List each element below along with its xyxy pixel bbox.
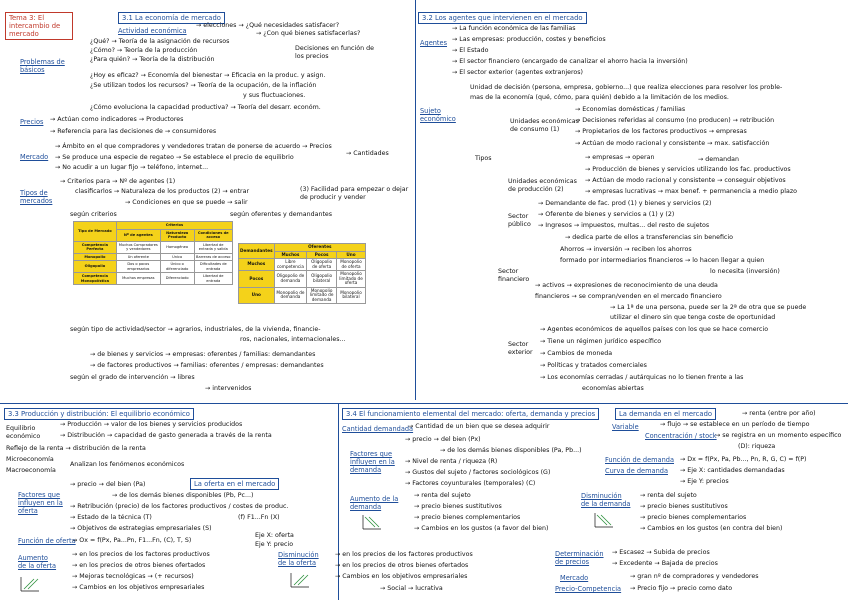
mc-line-1: → gran nº de compradores y vendedores xyxy=(630,573,759,580)
table1-cell: Dificultades de entrada xyxy=(194,261,232,273)
aum-line-4: → Cambios en los objetivos empresariales xyxy=(72,584,205,591)
agentes-line-4: → El sector financiero (encargado de canalizar el ahorro hacia la inversión) xyxy=(452,58,688,65)
tema-title: Tema 3: El intercambio de mercado xyxy=(9,14,61,38)
mercado-line-1b: → Cantidades xyxy=(346,150,389,157)
table1-corner: Tipo de Mercado xyxy=(74,222,117,242)
demanda-mercado-title: La demanda en el mercado xyxy=(619,410,713,418)
sf-line-5b: utilizar el dinero sin que tenga coste de oportunidad xyxy=(610,314,776,321)
actividad-line-1: → elecciones → ¿Qué necesidades satisfacer? xyxy=(196,22,340,29)
mercado-line-3: → No acudir a un lugar fijo → teléfono, internet... xyxy=(55,164,209,171)
eq-line-2: → Distribución → capacidad de gasto generada a través de la renta xyxy=(60,432,272,439)
sp-line-3: → Ingresos → impuestos, multas... del resto de sujetos xyxy=(538,222,710,229)
disminucion-demanda-label: Disminución de la demanda xyxy=(581,492,631,508)
uc-line-2: → Decisiones referidas al consumo (no producen) → retribución xyxy=(575,117,775,124)
problemas-basicos-label: Problemas de básicos xyxy=(20,58,65,74)
mercado-line-2: → Se produce una especie de regateo → Se establece el precio de equilibrio xyxy=(55,154,294,161)
ad-line-2: → precio bienes sustitutivos xyxy=(414,503,502,510)
tipos-segun-criterios: según criterios xyxy=(70,211,117,218)
table2-cell: Monopolio de oferta xyxy=(337,259,366,271)
se-line-5: → Los economías cerradas / autárquicas no lo tienen frente a las xyxy=(540,374,744,381)
precios-label: Precios xyxy=(20,118,44,126)
up-line-2: → Producción de bienes y servicios utilizando los fac. productivos xyxy=(585,166,791,173)
table1-header: Naturaleza Producto xyxy=(160,229,194,241)
uc-line-4: → Actúan de modo racional y consistente → max. satisfacción xyxy=(575,140,770,147)
table1-cell: Único xyxy=(160,253,194,261)
funcion-demanda-label: Función de demanda xyxy=(605,456,675,464)
of-line-3: → Retribución (precio) de los factores productivos / costes de produc. xyxy=(70,503,289,510)
aumento-demanda-label: Aumento de la demanda xyxy=(350,495,399,511)
up-line-1b: → demandan xyxy=(698,156,739,163)
sf-line-3: → activos → expresiones de reconocimiento de una deuda xyxy=(535,282,718,289)
dd-line-2: → precio bienes sustitutivos xyxy=(640,503,728,510)
curva-demanda-label: Curva de demanda xyxy=(605,467,668,475)
table2-row-header: Pocos xyxy=(239,271,275,288)
sf-line-5: → La 1ª de una persona, puede ser la 2ª de otra que se puede xyxy=(610,304,807,311)
sector-publico-label: Sector público xyxy=(508,213,531,228)
curva-eje-y: → Eje Y: precios xyxy=(680,478,729,485)
fi-line-2: → de los demás bienes disponibles (Pa, Pb...) xyxy=(440,447,582,454)
cantidad-demandada-label: Cantidad demandada xyxy=(342,425,414,433)
table1-cell: Diferenciado xyxy=(160,273,194,285)
factores-demanda-label: Factores que influyen en la demanda xyxy=(350,450,395,474)
up-line-3: → Actúan de modo racional y consistente → conseguir objetivos xyxy=(585,177,786,184)
reflejo-renta: Reflejo de la renta → distribución de la renta xyxy=(6,445,146,452)
cd-line-1: → Cantidad de un bien que se desea adquirir xyxy=(408,423,550,430)
aumento-demanda-graph-icon xyxy=(362,514,382,530)
det-line-2: → Excedente → Bajada de precios xyxy=(612,560,718,567)
dis-of-line-3: → Cambios en los objetivos empresariales xyxy=(335,573,468,580)
table2-cell: Libre competencia xyxy=(274,259,307,271)
stock-line-2: (D): riqueza xyxy=(738,443,776,450)
aumento-oferta-label: Aumento de la oferta xyxy=(18,554,57,570)
equilibrio-label: Equilibrio económico xyxy=(6,425,41,440)
table1-row-header: Competencia Perfecta xyxy=(74,241,117,253)
of-line-4: → Estado de la técnica (T) xyxy=(70,514,152,521)
bienes-servicios-line: → de bienes y servicios → empresas: oferentes / familias: demandantes xyxy=(90,351,316,358)
tipos-facilidad-note: (3) Facilidad para empezar o dejar de producir y vender xyxy=(300,186,409,201)
segun-actividad-cont: ros, nacionales, internacionales... xyxy=(240,336,346,343)
dd-line-3: → precio bienes complementarios xyxy=(640,514,747,521)
dis-of-line-4: → Social → lucrativa xyxy=(380,585,443,592)
sp-line-2: → Oferente de bienes y servicios a (1) y (2) xyxy=(538,211,675,218)
demanda-mercado-box xyxy=(615,408,716,420)
dis-of-line-1: → en los precios de los factores productivos xyxy=(335,551,473,558)
mercado-bottom-label: Mercado xyxy=(560,574,589,582)
dd-line-4: → Cambios en los gustos (en contra del bien) xyxy=(640,525,783,532)
question-evolucion: ¿Cómo evoluciona la capacidad productiva? → Teoría del desarr. económ. xyxy=(90,104,321,111)
micro-macro-note: Analizan los fenómenos económicos xyxy=(70,461,185,468)
table1-row-header: Competencia Monopolística xyxy=(74,273,117,285)
actividad-line-2: → ¿Con qué bienes satisfacerlas? xyxy=(256,30,361,37)
produccion-title: 3.3 Producción y distribución: El equilibrio económico xyxy=(8,410,190,418)
agentes-line-5: → El sector exterior (agentes extranjeros) xyxy=(452,69,584,76)
eq-line-1: → Producción → valor de los bienes y servicios producidos xyxy=(60,421,243,428)
table2-corner: Demandantes xyxy=(239,244,275,259)
bottom-vertical-divider xyxy=(338,403,339,600)
aum-line-3: → Mejoras tecnológicas → (+ recursos) xyxy=(72,573,194,580)
curva-eje-x: → Eje X: cantidades demandadas xyxy=(680,467,785,474)
table2-cell: Monopolio limitado de oferta xyxy=(337,271,366,288)
disminucion-oferta-graph-icon xyxy=(290,572,310,588)
mc-line-2: → Precio fijo → precio como dato xyxy=(630,585,733,592)
funcion-demanda-eq: → Dx = f(Px, Pa, Pb..., Pn, R, G, C) = f(P) xyxy=(680,456,807,463)
agentes-line-2: → Las empresas: producción, costes y beneficios xyxy=(452,36,606,43)
funcion-oferta-eje-x: Eje X: oferta xyxy=(255,532,294,539)
precios-line-1: → Actúan como indicadores → Productores xyxy=(50,116,184,123)
agentes-box xyxy=(418,12,587,24)
table1-cell: Barreras de acceso xyxy=(196,254,231,259)
agentes-line-3: → El Estado xyxy=(452,47,489,54)
intervenidos-line: → intervenidos xyxy=(205,385,252,392)
funcion-oferta-label: Función de oferta xyxy=(18,537,76,545)
dm-renta-note: → renta (entre por año) xyxy=(742,410,816,417)
table2-cell: Monopolio bilateral xyxy=(337,287,366,304)
sector-exterior-label: Sector exterior xyxy=(508,341,533,356)
funcionamiento-title: 3.4 El funcionamiento elemental del mercado: oferta, demanda y precios xyxy=(346,410,596,418)
question-recursos-cont: y sus fluctuaciones. xyxy=(243,92,306,99)
sf-line-4: financieros → se compran/venden en el mercado financiero xyxy=(535,293,722,300)
table1-cell: Un oferente xyxy=(116,253,160,261)
sujeto-economico-label: Sujeto económico xyxy=(420,107,456,123)
unidades-produccion-label: Unidades económicas de producción (2) xyxy=(508,178,577,193)
agentes-line-1: → La función económica de las familias xyxy=(452,25,576,32)
table1-row-header: Oligopolio xyxy=(74,261,117,273)
tipos-mercados-label: Tipos de mercados xyxy=(20,189,53,205)
economia-mercado-title: 3.1 La economía de mercado xyxy=(122,14,221,22)
se-line-1: → Agentes económicos de aquellos países con los que se hace comercio xyxy=(540,326,769,333)
se-line-5b: economías abiertas xyxy=(582,385,644,392)
precios-line-2: → Referencia para las decisiones de → consumidores xyxy=(50,128,217,135)
funcion-oferta-eje-y: Eje Y: precio xyxy=(255,541,294,548)
vertical-divider xyxy=(415,0,416,400)
table1-cell: Homogéneo xyxy=(160,241,194,253)
se-line-2: → Tiene un régimen jurídico específico xyxy=(540,338,662,345)
dd-line-1: → renta del sujeto xyxy=(640,492,697,499)
table1-header: Nº de agentes xyxy=(116,229,160,241)
agentes-label: Agentes xyxy=(420,39,448,47)
sf-line-2: formado por intermediarios financieros → lo hacen llegar a quien xyxy=(560,257,765,264)
tipos-label: Tipos xyxy=(475,155,492,162)
of-line-5: → Objetivos de estrategias empresariales (S) xyxy=(70,525,212,532)
funcionamiento-box xyxy=(342,408,599,420)
segun-actividad-line: según tipo de actividad/sector → agrarios, industriales, de la vivienda, financie- xyxy=(70,326,321,333)
det-line-1: → Escasez → Subida de precios xyxy=(612,549,710,556)
oferta-mercado-title: La oferta en el mercado xyxy=(194,480,276,488)
actividad-economica-label: Actividad económica xyxy=(118,27,187,35)
table2-cell: Monopolio de demanda xyxy=(274,287,307,304)
sf-line-2b: lo necesita (inversión) xyxy=(710,268,780,275)
fi-line-4: → Gustos del sujeto / factores sociológicos (G) xyxy=(405,469,551,476)
table1-cell: Muchos empresas xyxy=(116,273,160,285)
aumento-oferta-graph-icon xyxy=(20,576,40,592)
table2-group-header: Oferentes xyxy=(274,244,365,252)
variable-label: Variable xyxy=(612,423,639,431)
aum-line-1: → en los precios de los factores productivos xyxy=(72,551,210,558)
determinacion-precios-label: Determinación de precios xyxy=(555,550,604,566)
table2-row-header: Uno xyxy=(239,287,275,304)
dis-of-line-2: → en los precios de otros bienes ofertados xyxy=(335,562,469,569)
table2-col-header: Muchos xyxy=(274,251,307,259)
table1-row-header: Monopolio xyxy=(74,253,117,261)
funcion-oferta-eq: → Ox = f(Px, Pa...Pn, F1...Fn, (C), T, S) xyxy=(72,537,192,544)
table2-col-header: Pocos xyxy=(307,251,337,259)
fi-line-1: → precio → del bien (Px) xyxy=(405,436,481,443)
up-line-1: → empresas → operan xyxy=(585,154,655,161)
sp-line-4: → dedica parte de ellos a transferencias sin beneficio xyxy=(565,234,733,241)
table2-cell: Oligopolio bilateral xyxy=(307,271,337,288)
sujeto-definition: Unidad de decisión (persona, empresa, gobierno...) que realiza elecciones para resolver los proble- xyxy=(470,84,783,91)
factores-oferta-label: Factores que influyen en la oferta xyxy=(18,491,63,515)
question-para-quien: ¿Para quién? → Teoría de la distribución xyxy=(90,56,215,63)
table2-cell: Oligopolio de oferta xyxy=(307,259,337,271)
ad-line-3: → precio bienes complementarios xyxy=(414,514,521,521)
stock-line-1: → se registra en un momento específico xyxy=(715,432,842,439)
macro-label: Macroeconomía xyxy=(6,467,56,474)
question-recursos: ¿Se utilizan todos los recursos? → Teoría de la ocupación, de la inflación xyxy=(90,82,317,89)
agentes-title: 3.2 Los agentes que intervienen en el mercado xyxy=(422,14,583,22)
micro-label: Microeconomía xyxy=(6,456,54,463)
up-line-4: → empresas lucrativas → max benef. + permanencia a medio plazo xyxy=(585,188,798,195)
horizontal-divider xyxy=(0,403,848,404)
se-line-3: → Cambios de moneda xyxy=(540,350,613,357)
decisiones-precios-note: Decisiones en función de los precios xyxy=(295,45,374,60)
criterios-table xyxy=(73,221,233,285)
table1-cell: Muchos Compradores y vendedores xyxy=(116,241,160,253)
se-line-4: → Políticas y tratados comerciales xyxy=(540,362,647,369)
oferentes-demandantes-table xyxy=(238,243,366,304)
sf-line-1: Ahorros → inversión → reciben los ahorros xyxy=(560,246,692,253)
table1-cell: Único o diferenciado xyxy=(160,261,194,273)
table1-cell: Libertad de entrada y salida xyxy=(194,241,232,253)
ad-line-4: → Cambios en los gustos (a favor del bien) xyxy=(414,525,549,532)
table2-cell: Monopolio limitado de demanda xyxy=(307,287,337,304)
of-side-note: (f) F1...Fn (X) xyxy=(238,514,280,521)
sp-line-1: → Demandante de fac. prod (1) y bienes y servicios (2) xyxy=(538,200,712,207)
sector-financiero-label: Sector financiero xyxy=(498,268,530,283)
table1-group-header: Criterios xyxy=(116,222,232,230)
concentracion-stock-label: Concentración / stock xyxy=(645,432,717,440)
grado-intervencion-line: según el grado de intervención → libres xyxy=(70,374,195,381)
tipos-line-2: clasificarlos → Naturaleza de los productos (2) → entrar xyxy=(75,188,250,195)
tema-title-box xyxy=(5,12,73,40)
tipos-line-3: → Condiciones en que se puede → salir xyxy=(125,199,248,206)
table2-cell: Oligopolio de demanda xyxy=(274,271,307,288)
table2-row-header: Muchos xyxy=(239,259,275,271)
oferta-mercado-box xyxy=(190,478,279,490)
fi-line-3: → Nivel de renta / riqueza (R) xyxy=(405,458,498,465)
table2-col-header: Uno xyxy=(337,251,366,259)
table1-header: Condiciones de acceso xyxy=(194,229,232,241)
of-line-2: → de los demás bienes disponibles (Pb, Pc...) xyxy=(112,492,254,499)
uc-line-3: → Propietarios de los factores productivos → empresas xyxy=(575,128,747,135)
question-como: ¿Cómo? → Teoría de la producción xyxy=(90,47,198,54)
precio-competencia-label: Precio-Competencia xyxy=(555,585,622,593)
fi-line-5: → Factores coyunturales (temporales) (C) xyxy=(405,480,536,487)
of-line-1: → precio → del bien (Pa) xyxy=(70,481,146,488)
question-eficaz: ¿Hoy es eficaz? → Economía del bienestar → Eficacia en la produc. y asign. xyxy=(90,72,326,79)
tipos-line-1: → Criterios para → Nº de agentes (1) xyxy=(60,178,176,185)
produccion-box xyxy=(4,408,194,420)
sujeto-definition-cont: mas de la economía (qué, cómo, para quién) debido a la limitación de los medios. xyxy=(470,94,729,101)
mercado-line-1: → Ámbito en el que compradores y vendedores tratan de ponerse de acuerdo → Precios xyxy=(55,143,332,150)
tipos-segun-oferentes: según oferentes y demandantes xyxy=(230,211,333,218)
factores-productivos-line: → de factores productivos → familias: oferentes / empresas: demandantes xyxy=(90,362,324,369)
question-que: ¿Qué? → Teoría de la asignación de recursos xyxy=(90,38,230,45)
uc-line-1: → Economías domésticas / familias xyxy=(575,106,686,113)
flujo-line: → flujo → se establece en un período de tiempo xyxy=(660,421,810,428)
table1-cell: Libertad de entrada xyxy=(194,273,232,285)
table1-cell: Dos o pocos empresarios xyxy=(116,261,160,273)
disminucion-oferta-label: Disminución de la oferta xyxy=(278,551,319,567)
ad-line-1: → renta del sujeto xyxy=(414,492,471,499)
aum-line-2: → en los precios de otros bienes ofertados xyxy=(72,562,206,569)
unidades-consumo-label: Unidades económicas de consumo (1) xyxy=(510,118,579,133)
mercado-label: Mercado xyxy=(20,153,49,161)
disminucion-demanda-graph-icon xyxy=(594,512,614,528)
